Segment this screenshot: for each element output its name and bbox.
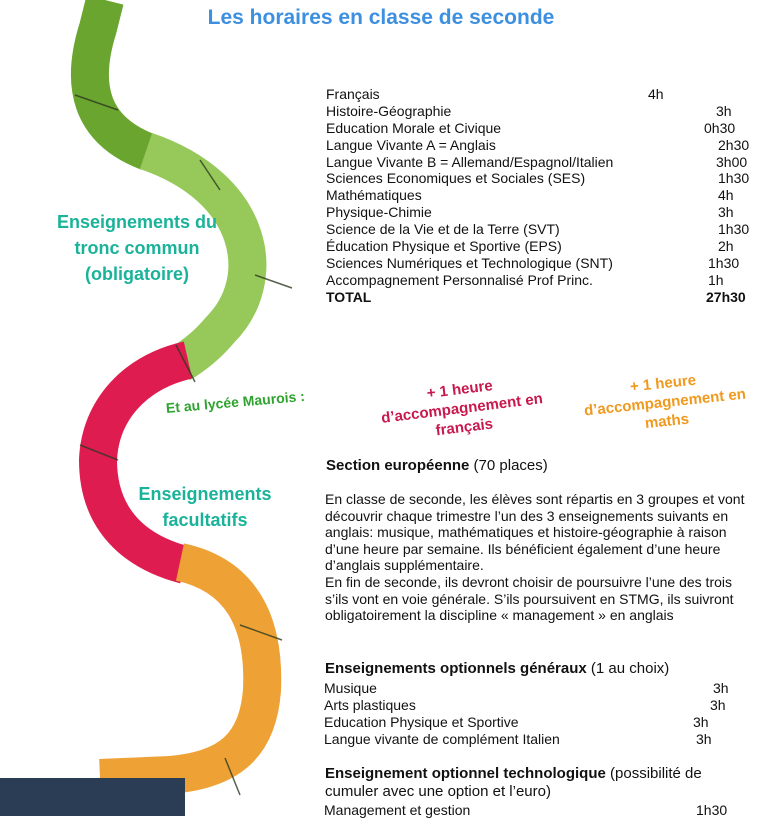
subject: Histoire-Géographie bbox=[326, 102, 452, 119]
subject: Arts plastiques bbox=[324, 696, 416, 713]
total-row bbox=[326, 289, 746, 306]
optionnels-generaux-list bbox=[324, 680, 744, 748]
subject: Langue vivante de complément Italien bbox=[324, 730, 560, 747]
list-item bbox=[326, 136, 750, 154]
hours: 1h30 bbox=[708, 254, 740, 271]
section-euro-note: (70 places) bbox=[473, 457, 548, 474]
hours: 3h bbox=[710, 696, 726, 713]
optionnels-generaux-note: (1 au choix) bbox=[590, 660, 670, 677]
list-item bbox=[326, 272, 746, 289]
extra-french-label: + 1 heure d’accompagnement en français bbox=[380, 377, 544, 440]
subject: Musique bbox=[324, 680, 377, 696]
subject: Mathématiques bbox=[326, 187, 422, 204]
subject: Accompagnement Personnalisé Prof Princ. bbox=[326, 271, 593, 288]
hours: 1h bbox=[708, 271, 724, 288]
hours: 3h bbox=[696, 730, 712, 747]
tronc-commun-list bbox=[326, 86, 750, 306]
list-item bbox=[324, 731, 744, 748]
section-euro-title: Section européenne bbox=[326, 457, 470, 474]
optionnel-techno-title: Enseignement optionnel technologique bbox=[325, 765, 606, 782]
tronc-commun-label: Enseignements du tronc commun (obligatoire) bbox=[56, 212, 218, 284]
hours: 1h30 bbox=[718, 221, 750, 238]
list-item bbox=[324, 714, 744, 731]
section-euro-heading bbox=[326, 457, 548, 475]
list-item bbox=[326, 187, 746, 204]
facultatifs-label: Enseignements facultatifs bbox=[138, 484, 272, 530]
subject: Éducation Physique et Sportive (EPS) bbox=[326, 238, 562, 255]
subject: Sciences Numériques et Technologique (SNT) bbox=[326, 254, 613, 271]
road-segment-red bbox=[98, 360, 188, 565]
total-hours: 27h30 bbox=[706, 288, 746, 305]
optionnel-techno-heading bbox=[325, 765, 750, 801]
hours: 1h30 bbox=[696, 802, 728, 818]
list-item bbox=[326, 120, 746, 137]
hours: 2h bbox=[718, 238, 734, 255]
list-item bbox=[326, 204, 746, 221]
hours: 1h30 bbox=[718, 170, 750, 187]
optionnels-generaux-title: Enseignements optionnels généraux bbox=[325, 660, 587, 677]
optionnel-techno-note: (possibilité de cumuler avec une option et l’euro) bbox=[325, 765, 702, 800]
subject: Education Morale et Civique bbox=[326, 119, 502, 136]
subject: Physique-Chimie bbox=[326, 204, 432, 221]
list-item bbox=[326, 86, 746, 103]
subject: Science de la Vie et de la Terre (SVT) bbox=[326, 221, 560, 238]
optionnel-techno-list bbox=[324, 802, 744, 819]
list-item bbox=[324, 802, 744, 819]
extra-maths-label: + 1 heure d’accompagnement en maths bbox=[583, 371, 747, 433]
list-item bbox=[324, 697, 744, 714]
subject: Sciences Economiques et Sociales (SES) bbox=[326, 170, 586, 187]
hours: 3h bbox=[693, 713, 709, 730]
section-euro-text-2: En fin de seconde, ils devront choisir de poursuivre l’une des trois s’ils vont en voie générale. S’ils poursuivent en STMG, ils suivront obligatoirement la discipline « management » en anglais bbox=[325, 574, 734, 624]
page-title: Les horaires en classe de seconde bbox=[207, 6, 555, 29]
hours: 3h bbox=[718, 204, 734, 221]
list-item bbox=[324, 680, 744, 697]
hours: 2h30 bbox=[718, 136, 750, 153]
total-label: TOTAL bbox=[326, 288, 372, 305]
section-euro-text: En classe de seconde, les élèves sont répartis en 3 groupes et vont découvrir chaque trimestre l’un des 3 enseignements suivants en anglais: musique, mathématiques et histoire-géographie à raison d’une heure par semaine. Ils bénéficient également d’une heure d’anglais supplémentaire. bbox=[325, 491, 745, 574]
hours: 4h bbox=[718, 187, 734, 204]
hours: 3h bbox=[716, 102, 732, 119]
list-item bbox=[326, 221, 750, 238]
hours: 3h bbox=[713, 680, 729, 696]
subject: Langue Vivante B = Allemand/Espagnol/Italien bbox=[326, 153, 614, 170]
hours: 0h30 bbox=[704, 119, 736, 136]
hours: 3h00 bbox=[716, 153, 748, 170]
subject: Français bbox=[326, 86, 380, 102]
maurois-label: Et au lycée Maurois : bbox=[165, 387, 306, 416]
list-item bbox=[326, 238, 746, 255]
list-item bbox=[326, 154, 746, 171]
subject: Management et gestion bbox=[324, 802, 471, 818]
road-segment-orange bbox=[100, 562, 262, 778]
subject: Education Physique et Sportive bbox=[324, 713, 519, 730]
list-item bbox=[326, 103, 746, 120]
list-item bbox=[326, 255, 746, 272]
hours: 4h bbox=[648, 86, 664, 102]
subject: Langue Vivante A = Anglais bbox=[326, 136, 496, 153]
list-item bbox=[326, 170, 750, 187]
optionnels-generaux-heading bbox=[325, 660, 669, 678]
